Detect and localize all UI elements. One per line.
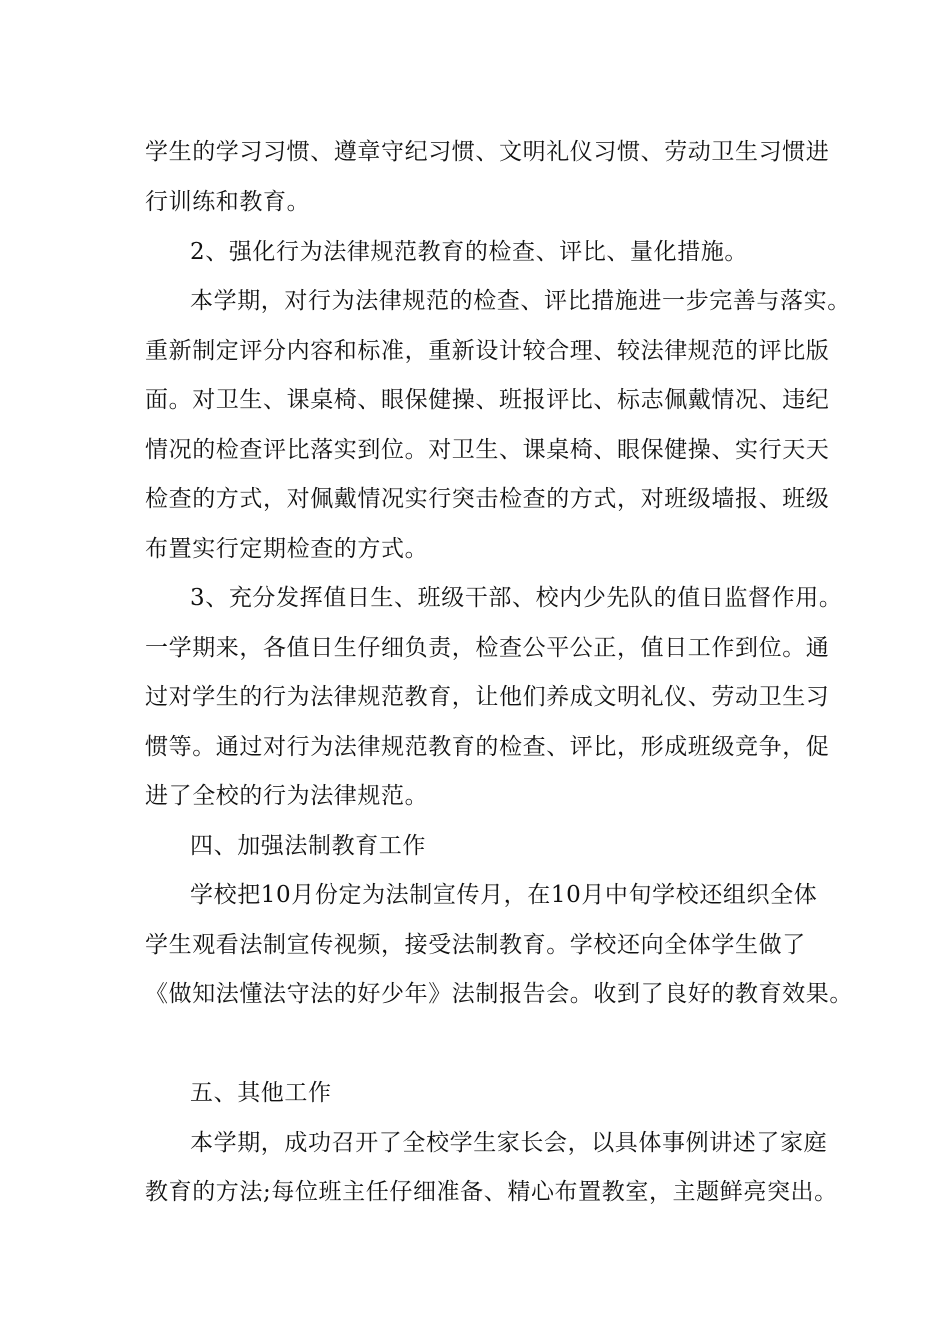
body-text-line: 检查的方式，对佩戴情况实行突击检查的方式，对班级墙报、班级 — [145, 486, 830, 512]
body-text-line: 学生的学习习惯、遵章守纪习惯、文明礼仪习惯、劳动卫生习惯进 — [145, 139, 830, 165]
body-text-line: 进了全校的行为法律规范。 — [145, 783, 429, 809]
body-text-line: 行训练和教育。 — [145, 189, 311, 215]
body-text-line: 学生观看法制宣传视频，接受法制教育。学校还向全体学生做了 — [145, 932, 806, 958]
body-text-line: 重新制定评分内容和标准，重新设计较合理、较法律规范的评比版 — [145, 338, 830, 364]
section-heading: 四、加强法制教育工作 — [190, 833, 426, 859]
body-text-line: 面。对卫生、课桌椅、眼保健操、班报评比、标志佩戴情况、违纪 — [145, 387, 830, 413]
body-text-line: 情况的检查评比落实到位。对卫生、课桌椅、眼保健操、实行天天 — [145, 437, 830, 463]
body-text-line: 本学期，成功召开了全校学生家长会，以具体事例讲述了家庭 — [190, 1130, 828, 1156]
body-text-line: 布置实行定期检查的方式。 — [145, 536, 429, 562]
body-text-line: 学校把10月份定为法制宣传月，在10月中旬学校还组织全体 — [190, 882, 818, 908]
section-heading: 2、强化行为法律规范教育的检查、评比、量化措施。 — [190, 239, 749, 265]
section-heading: 五、其他工作 — [190, 1080, 332, 1106]
body-text-line: 惯等。通过对行为法律规范教育的检查、评比，形成班级竞争，促 — [145, 734, 830, 760]
body-text-line: 教育的方法;每位班主任仔细准备、精心布置教室，主题鲜亮突出。 — [145, 1179, 838, 1205]
body-text-line: 一学期来，各值日生仔细负责，检查公平公正，值日工作到位。通 — [145, 635, 830, 661]
body-text-line: 本学期，对行为法律规范的检查、评比措施进一步完善与落实。 — [190, 288, 851, 314]
body-text-line: 过对学生的行为法律规范教育，让他们养成文明礼仪、劳动卫生习 — [145, 684, 830, 710]
body-text-line: 《做知法懂法守法的好少年》法制报告会。收到了良好的教育效果。 — [145, 981, 853, 1007]
section-heading: 3、充分发挥值日生、班级干部、校内少先队的值日监督作用。 — [190, 585, 843, 611]
